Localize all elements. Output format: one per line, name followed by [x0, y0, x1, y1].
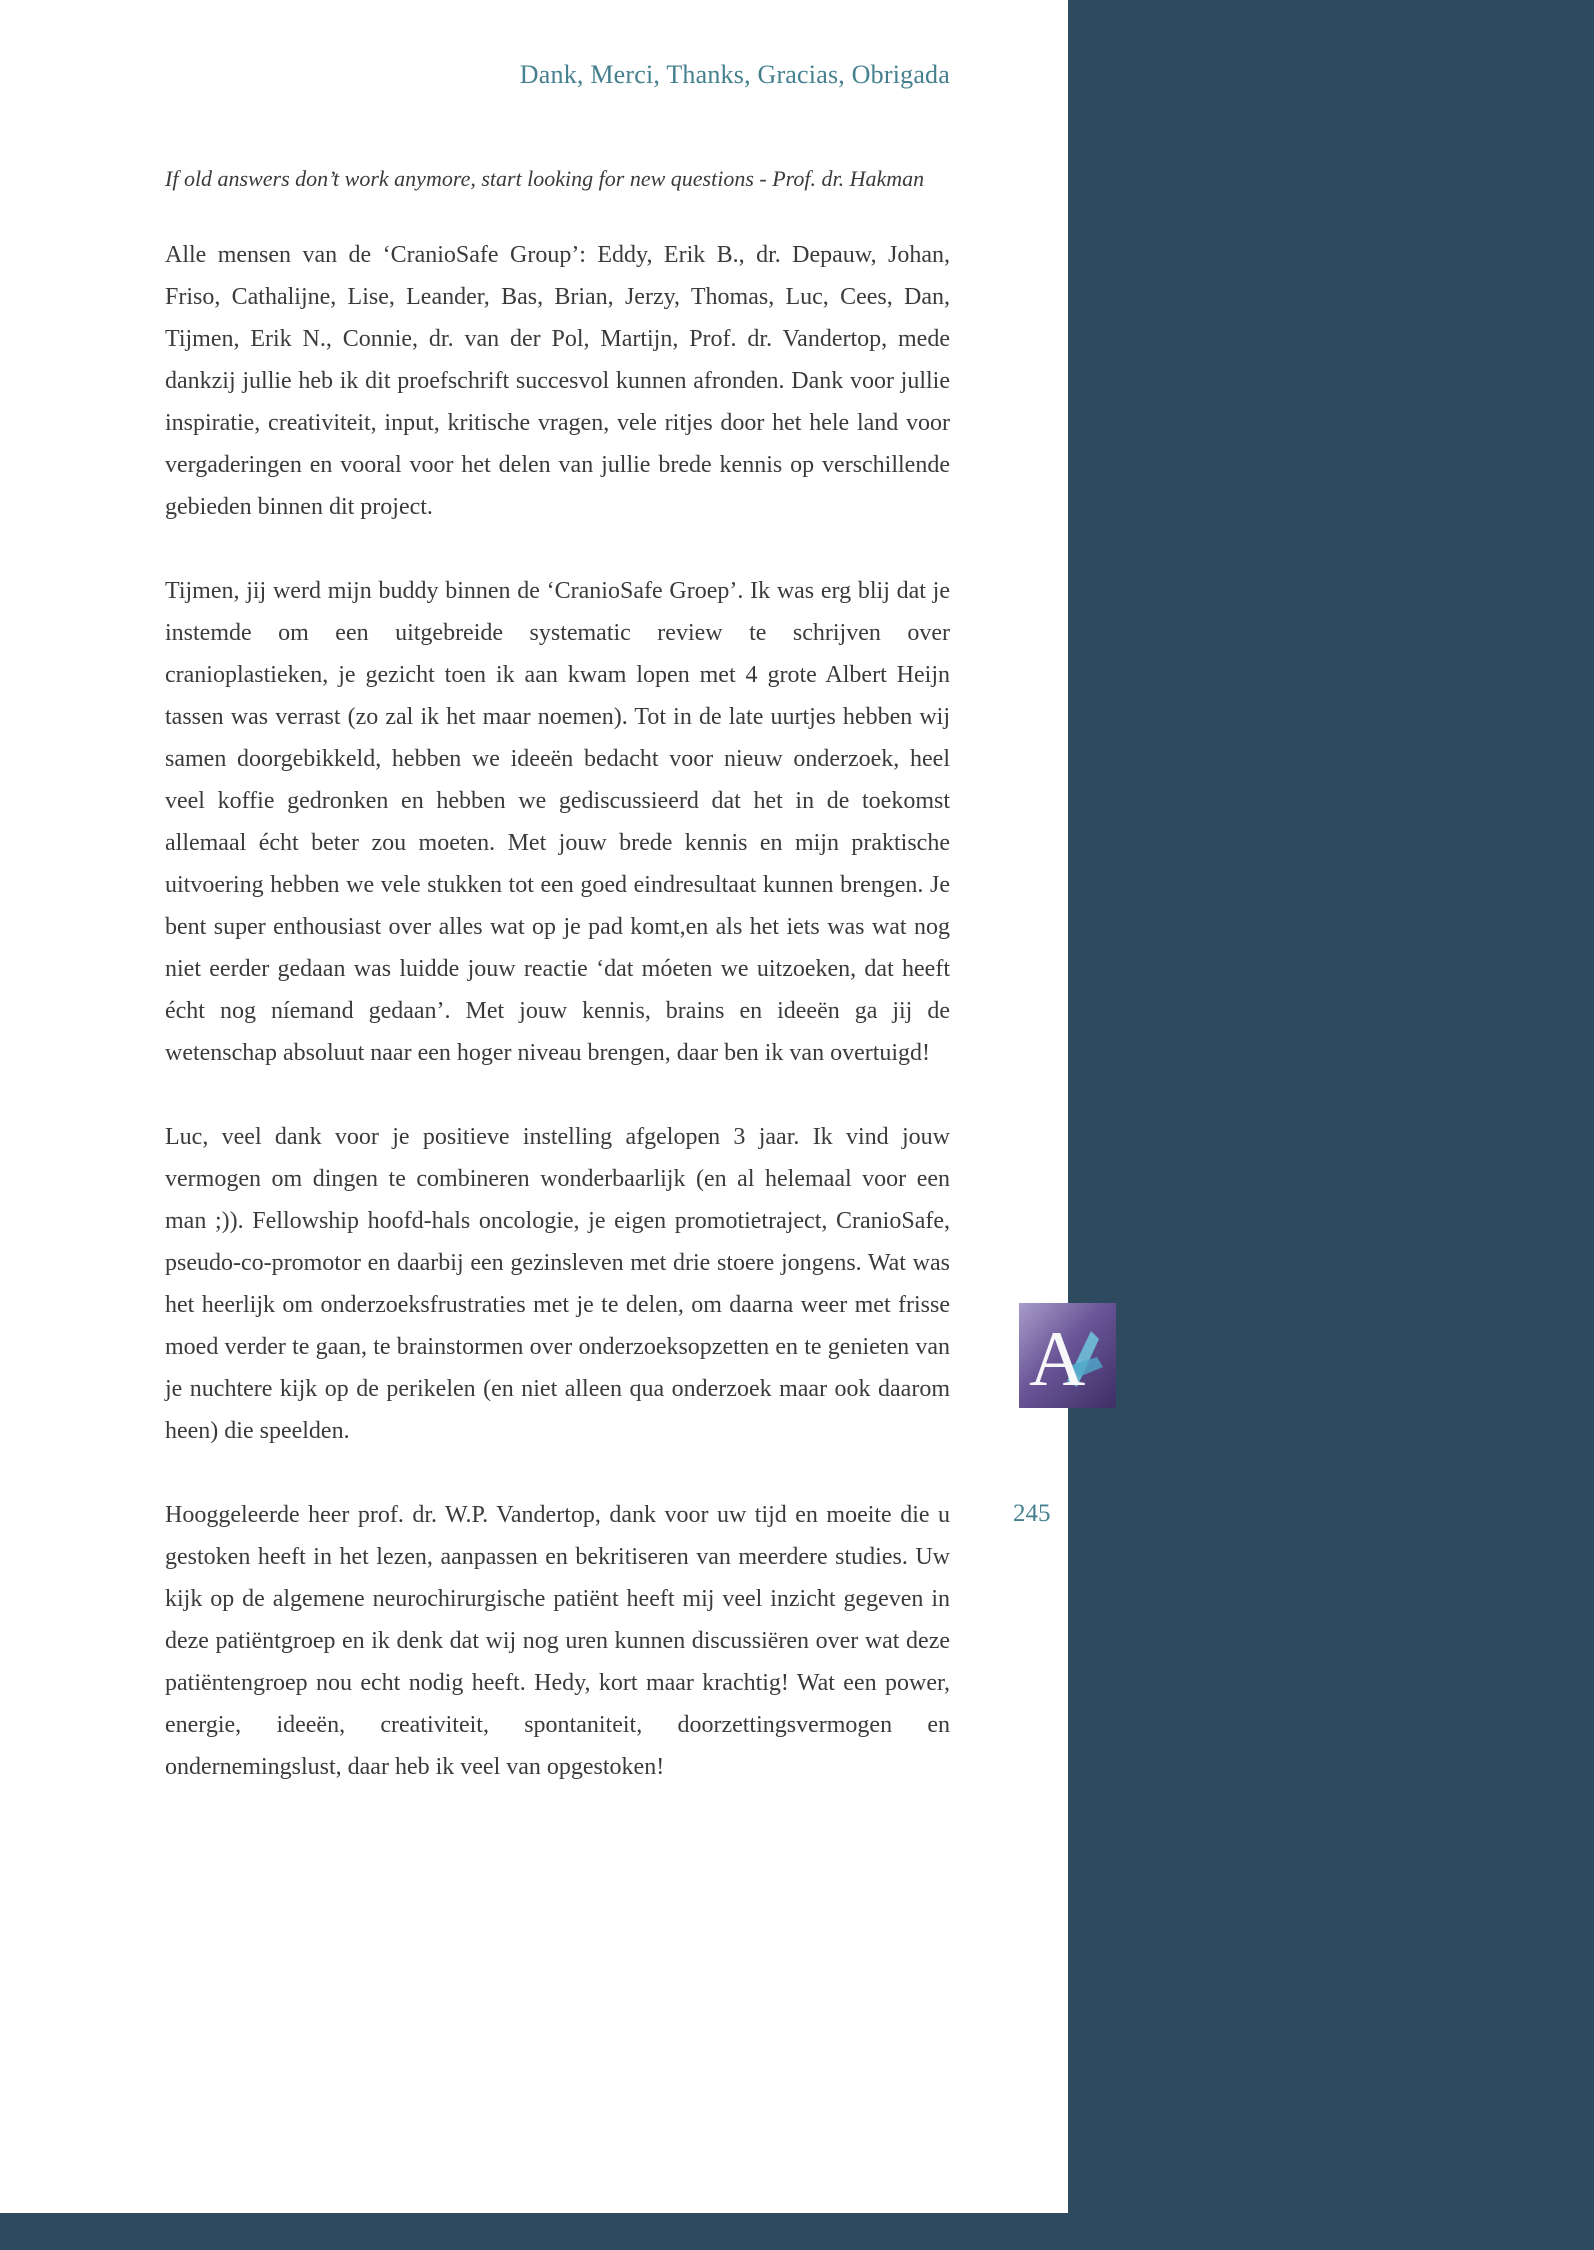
content-column [165, 0, 950, 1830]
body-paragraphs [165, 234, 950, 1788]
epigraph-quote: If old answers don’t work anymore, start looking for new questions - Prof. dr. Hakman [165, 166, 925, 191]
cover-bottom-band [0, 2213, 1594, 2250]
logo-letter: A [1029, 1315, 1086, 1402]
publisher-logo [1019, 1303, 1116, 1408]
body-paragraph: Hooggeleerde heer prof. dr. W.P. Vandertop, dank voor uw tijd en moeite die u gestoken heeft in het lezen, aanpassen en bekritiseren van meerdere studies. Uw kijk op de algemene neurochirurgische patiënt heeft mij veel inzicht gegeven in deze patiëntgroep en ik denk dat wij nog uren kunnen discussiëren over wat deze patiëntengroep nou echt nodig heeft. Hedy, kort maar krachtig! Wat een power, energie, ideeën, creativiteit, spontaniteit, doorzettingsvermogen en ondernemingslust, daar heb ik veel van opgestoken! [165, 1502, 950, 1780]
body-paragraph: Tijmen, jij werd mijn buddy binnen de ‘CranioSafe Groep’. Ik was erg blij dat je instemde om een uitgebreide systematic review te schrijven over cranioplastieken, je gezicht toen ik aan kwam lopen met 4 grote Albert Heijn tassen was verrast (zo zal ik het maar noemen). Tot in de late uurtjes hebben wij samen doorgebikkeld, hebben we ideeën bedacht voor nieuw onderzoek, heel veel koffie gedronken en hebben we gediscussieerd dat het in de toekomst allemaal écht beter zou moeten. Met jouw brede kennis en mijn praktische uitvoering hebben we vele stukken tot een goed eindresultaat kunnen brengen. Je bent super enthousiast over alles wat op je pad komt,en als het iets was wat nog niet eerder gedaan was luidde jouw reactie ‘dat móeten we uitzoeken, dat heeft écht nog níemand gedaan’. Met jouw kennis, brains en ideeën ga jij de wetenschap absoluut naar een hoger niveau brengen, daar ben ik van overtuigd! [165, 578, 950, 1066]
cover-side-band [1068, 0, 1594, 2250]
running-header: Dank, Merci, Thanks, Gracias, Obrigada [519, 60, 950, 89]
body-paragraph: Alle mensen van de ‘CranioSafe Group’: Eddy, Erik B., dr. Depauw, Johan, Friso, Cathalijne, Lise, Leander, Bas, Brian, Jerzy, Thomas, Luc, Cees, Dan, Tijmen, Erik N., Connie, dr. van der Pol, Martijn, Prof. dr. Vandertop, mede dankzij jullie heb ik dit proefschrift succesvol kunnen afronden. Dank voor jullie inspiratie, creativiteit, input, kritische vragen, vele ritjes door het hele land voor vergaderingen en vooral voor het delen van jullie brede kennis op verschillende gebieden binnen dit project. [165, 242, 950, 520]
page-number: 245 [1013, 1500, 1051, 1527]
publisher-logo-graphic [1019, 1303, 1116, 1408]
body-paragraph: Luc, veel dank voor je positieve instelling afgelopen 3 jaar. Ik vind jouw vermogen om dingen te combineren wonderbaarlijk (en al helemaal voor een man ;)). Fellowship hoofd-hals oncologie, je eigen promotietraject, CranioSafe, pseudo-co-promotor en daarbij een gezinsleven met drie stoere jongens. Wat was het heerlijk om onderzoeksfrustraties met je te delen, om daarna weer met frisse moed verder te gaan, te brainstormen over onderzoeksopzetten en te genieten van je nuchtere kijk op de perikelen (en niet alleen qua onderzoek maar ook daarom heen) die speelden. [165, 1124, 950, 1444]
